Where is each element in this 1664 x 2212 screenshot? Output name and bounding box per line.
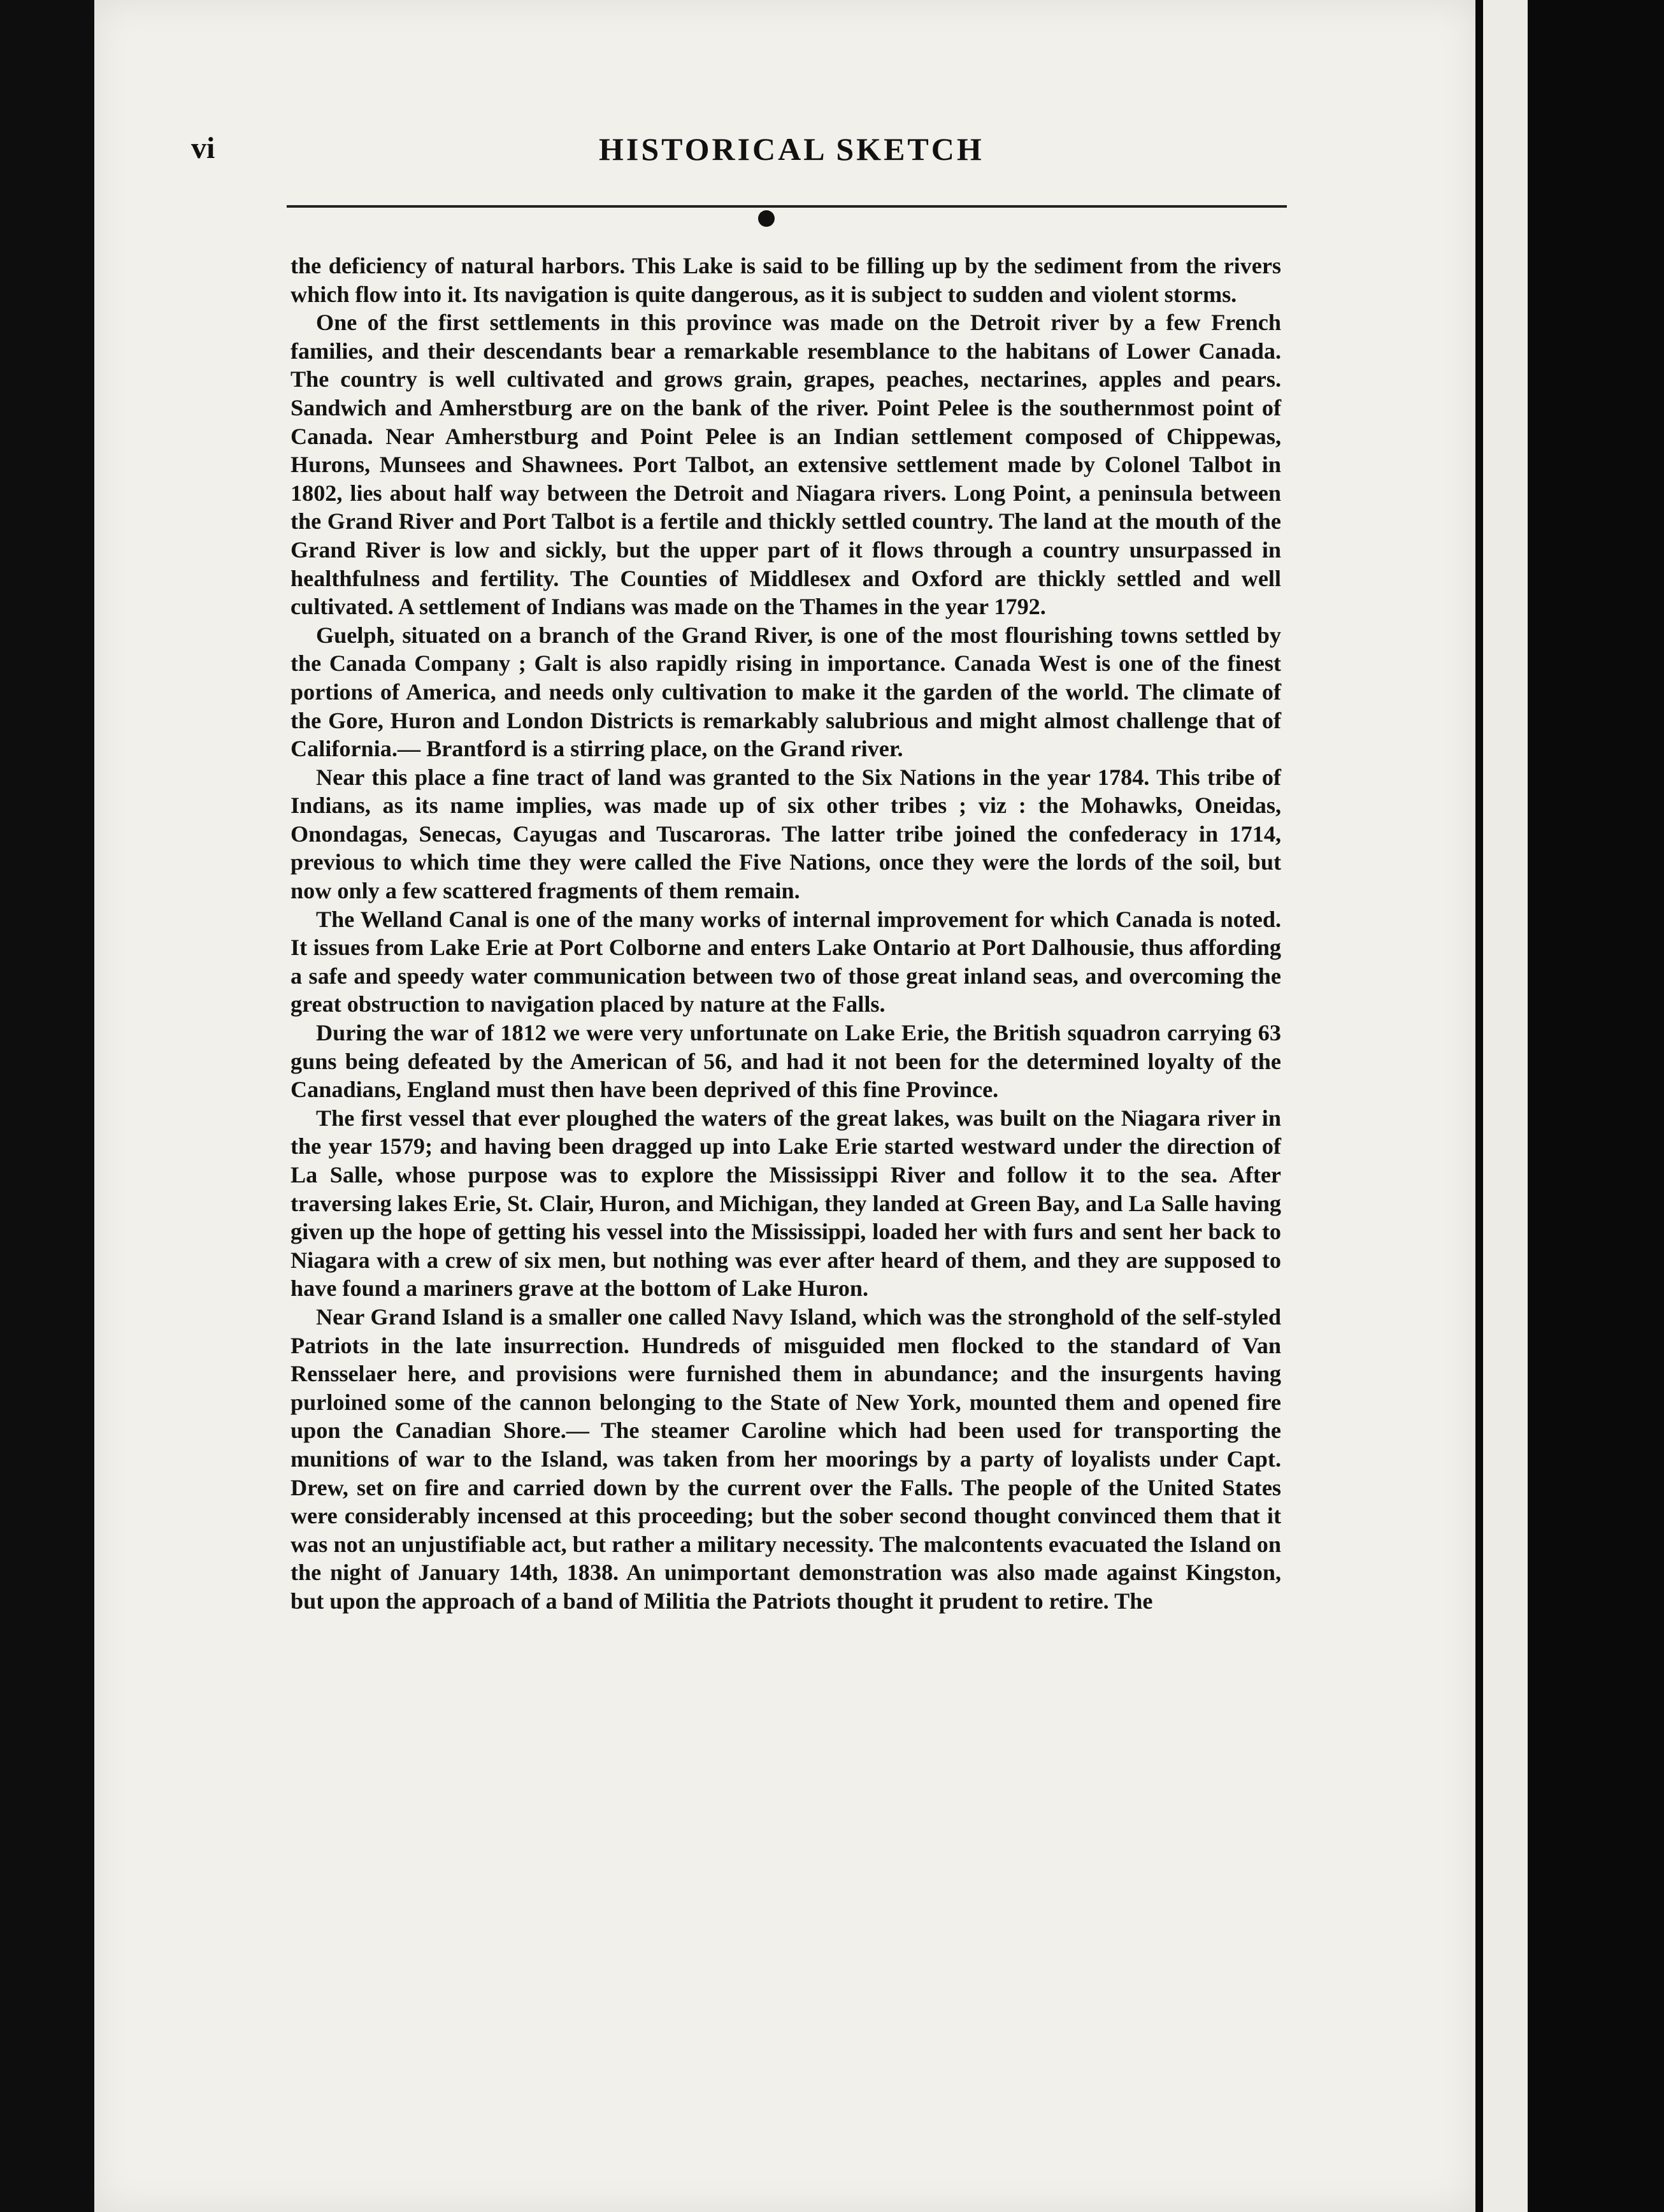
ornament-dot: [758, 210, 775, 227]
header-rule: [287, 205, 1287, 208]
paragraph: Near this place a fine tract of land was granted to the Six Nations in the year 1784. This tribe of Indians, as its name implies, was made up of six other tribes ; viz : the Mohawks, Oneidas, Onondagas, Senecas, Cayugas and Tuscaroras. The latter tribe joined the confederacy in 1714, previous to which time they were called the Five Nations, once they were the lords of the soil, but now only a few scattered fragments of them remain.: [290, 764, 1281, 904]
paragraph: One of the first settlements in this province was made on the Detroit river by a few French families, and their descendants bear a remarkable resemblance to the habitans of Lower Canada. The country is well cultivated and grows grain, grapes, peaches, nectarines, apples and pears. Sandwich and Amherstburg are on the bank of the river. Point Pelee is the southernmost point of Canada. Near Amherstburg and Point Pelee is an Indian settlement composed of Chippewas, Hurons, Munsees and Shawnees. Port Talbot, an extensive settlement made by Colonel Talbot in 1802, lies about half way between the Detroit and Niagara rivers. Long Point, a peninsula between the Grand River and Port Talbot is a fertile and thickly settled country. The land at the mouth of the Grand River is low and sickly, but the upper part of it flows through a country unsurpassed in healthfulness and fertility. The Counties of Middlesex and Oxford are thickly settled and well cultivated. A settlement of Indians was made on the Thames in the year 1792.: [290, 310, 1281, 620]
paragraph: The first vessel that ever ploughed the waters of the great lakes, was built on the Niagara river in the year 1579; and having been dragged up into Lake Erie started westward under the direction of La Salle, whose purpose was to explore the Mississippi River and follow it to the sea. After traversing lakes Erie, St. Clair, Huron, and Michigan, they landed at Green Bay, and La Salle having given up the hope of getting his vessel into the Mississippi, loaded her with furs and sent her back to Niagara with a crew of six men, but nothing was ever after heard of them, and they are supposed to have found a mariners grave at the bottom of Lake Huron.: [290, 1105, 1281, 1302]
paragraph: During the war of 1812 we were very unfortunate on Lake Erie, the British squadron carrying 63 guns being defeated by the American of 56, and had it not been for the determined loyalty of the Canadians, England must then have been deprived of this fine Province.: [290, 1020, 1281, 1103]
running-head: HISTORICAL SKETCH: [599, 131, 984, 167]
adjacent-page-sliver: [1483, 0, 1528, 2212]
page-number: vi: [191, 131, 215, 165]
paragraph: Near Grand Island is a smaller one called Navy Island, which was the stronghold of the self-styled Patriots in the late insurrection. Hundreds of misguided men flocked to the standard of Van Rensselaer here, and provisions were furnished them in abundance; and the insurgents having purloined some of the cannon belonging to the State of New York, mounted them and opened fire upon the Canadian Shore.— The steamer Caroline which had been used for transporting the munitions of war to the Island, was taken from her moorings by a party of loyalists under Capt. Drew, set on fire and carried down by the current over the Falls. The people of the United States were considerably incensed at this proceeding; but the sober second thought convinced them that it was not an unjustifiable act, but rather a military necessity. The malcontents evacuated the Island on the night of January 14th, 1838. An unimportant demonstration was also made against Kingston, but upon the approach of a band of Militia the Patriots thought it prudent to retire. The: [290, 1304, 1281, 1614]
paragraph: the deficiency of natural harbors. This Lake is said to be filling up by the sediment from the rivers which flow into it. Its navigation is quite dangerous, as it is subject to sudden and violent storms.: [290, 253, 1281, 307]
paragraph: The Welland Canal is one of the many works of internal improvement for which Canada is noted. It issues from Lake Erie at Port Colborne and enters Lake Ontario at Port Dalhousie, thus affording a safe and speedy water communication between two of those great inland seas, and overcoming the great obstruction to navigation placed by nature at the Falls.: [290, 906, 1281, 1017]
page-header: [191, 131, 1287, 188]
paragraph: Guelph, situated on a branch of the Grand River, is one of the most flourishing towns settled by the Canada Company ; Galt is also rapidly rising in importance. Canada West is one of the finest portions of America, and needs only cultivation to make it the garden of the world. The climate of the Gore, Huron and London Districts is remarkably salubrious and might almost challenge that of California.— Brantford is a stirring place, on the Grand river.: [290, 622, 1281, 762]
body-text: [290, 252, 1281, 1616]
adjacent-page-edge: [1475, 0, 1664, 2212]
